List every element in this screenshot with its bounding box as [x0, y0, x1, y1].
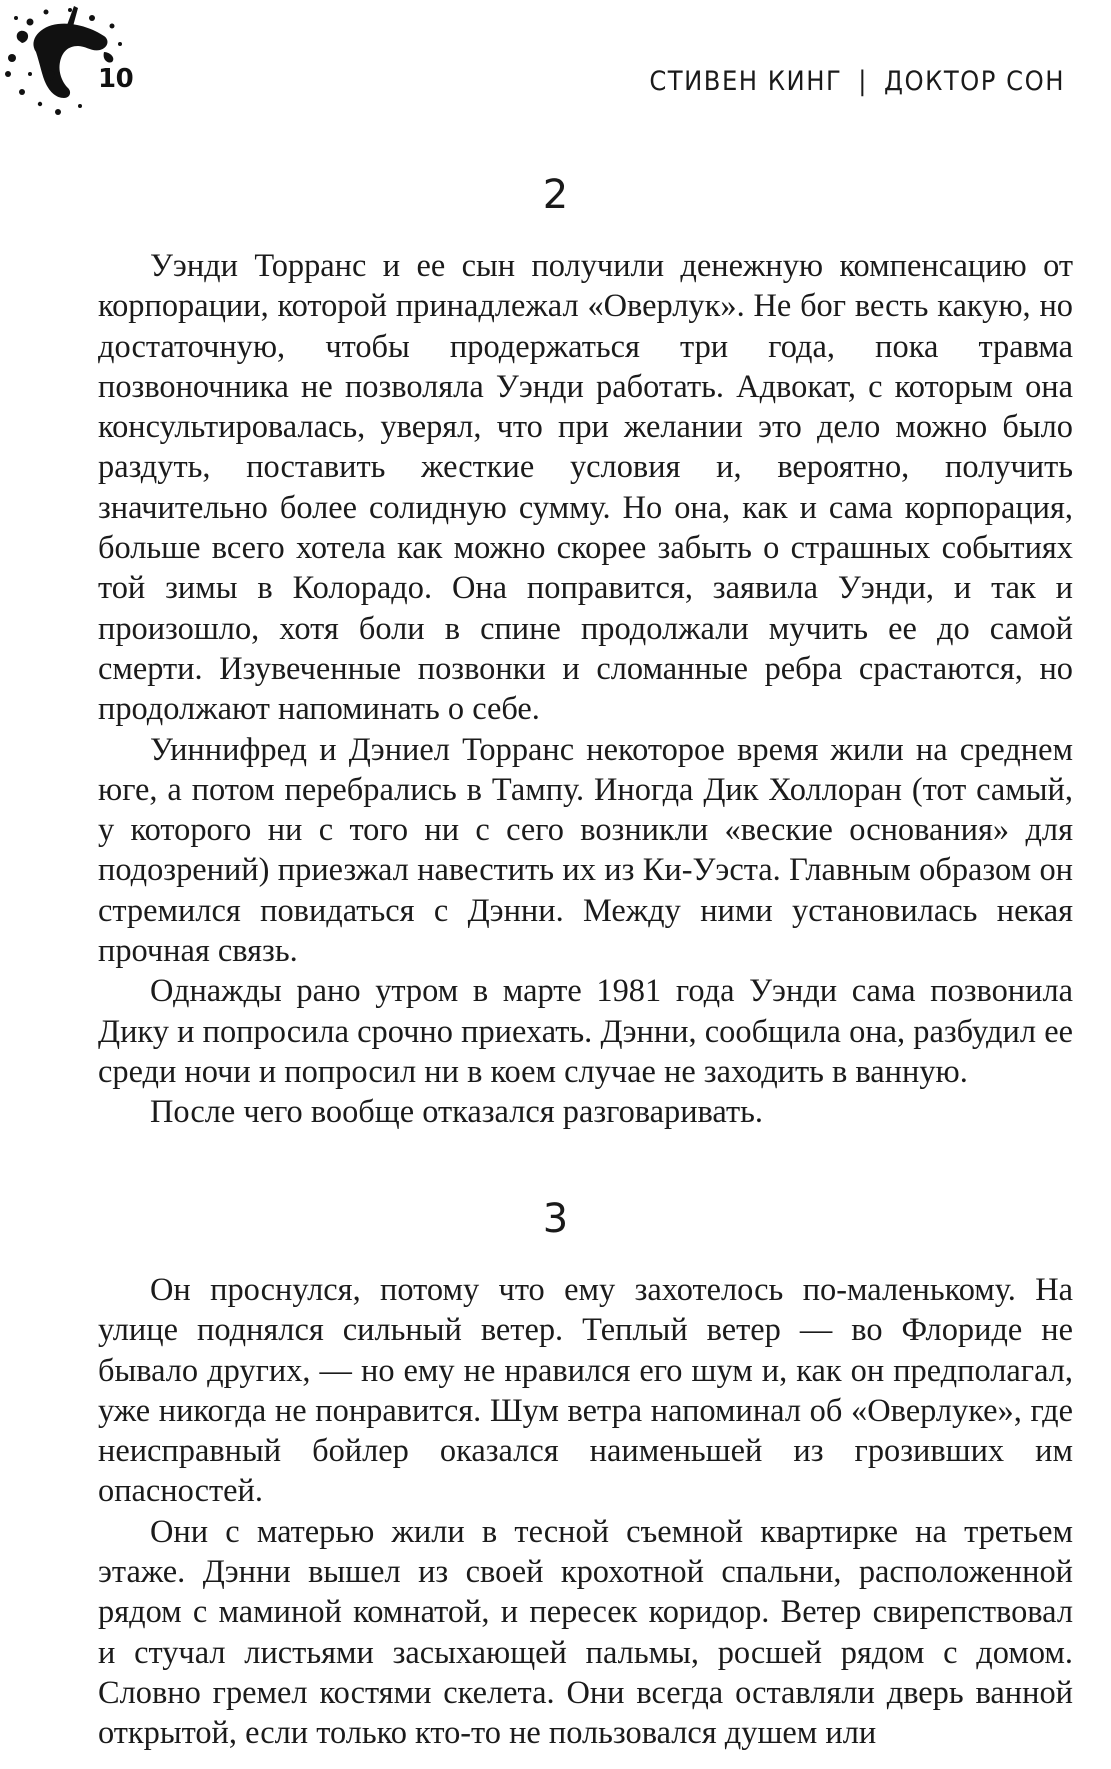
paragraph: После чего вообще отказался разговаривать.: [150, 1094, 763, 1131]
paragraph: Уэнди Торранс и ее сын получили денежную компенсацию от корпорации, которой принадлежал «Оверлук». Не бог весть какую, но достаточную, чтобы продержаться три года, пока травма позвоночника не позволяла Уэнди работать. Адвокат, с которым она консультировалась, уверял, что при желании это дело можно было раздуть, поставить жесткие условия и, вероятно, получить значительно более солидную сумму. Но она, как и сама корпорация, больше всего хотела как можно скорее забыть о страшных событиях той зимы в Колорадо. Она поправится, заявила Уэнди, и так и произошло, хотя боли в спине продолжали мучить ее до самой смерти. Изувеченные позвонки и сломанные ребра срастаются, но продолжают напоминать о себе.: [98, 248, 1073, 728]
page-number: 10: [98, 64, 134, 94]
section-number: 2: [542, 172, 569, 218]
book-title: ДОКТОР СОН: [883, 66, 1065, 97]
header-separator: |: [858, 66, 868, 97]
section-text: [98, 1270, 1073, 1754]
running-head: [649, 66, 1065, 97]
section-text: [98, 246, 1073, 1133]
author-name: СТИВЕН КИНГ: [649, 66, 843, 97]
paragraph: Они с матерью жили в тесной съемной квартирке на третьем этаже. Дэнни вышел из своей крохотной спальни, расположенной рядом с маминой комнатой, и пересек коридор. Ветер свирепствовал и стучал листьями засыхающей пальмы, росшей рядом с домом. Словно гремел костями скелета. Они всегда оставляли дверь ванной открытой, если только кто-то не пользовался душем или: [98, 1513, 1073, 1752]
paragraph: Уиннифред и Дэниел Торранс некоторое время жили на среднем юге, а потом перебрались в Тампу. Иногда Дик Холлоран (тот самый, у которого ни с того ни с сего возникли «веские основания» для подозрений) приезжал навестить их из Ки-Уэста. Главным образом он стремился повидаться с Дэнни. Между ними установилась некая прочная связь.: [98, 731, 1073, 970]
paragraph: Однажды рано утром в марте 1981 года Уэнди сама позвонила Дику и попросила срочно приехать. Дэнни, сообщила она, разбудил ее среди ночи и попросил ни в коем случае не заходить в ванную.: [98, 973, 1073, 1090]
section-number: 3: [542, 1196, 569, 1242]
paragraph: Он проснулся, потому что ему захотелось по-маленькому. На улице поднялся сильный ветер. Теплый ветер — во Флориде не бывало других, — но ему не нравился его шум и, как он предполагал, уже никогда не понравится. Шум ветра напоминал об «Оверлуке», где неисправный бойлер оказался наименьшей из грозивших им опасностей.: [98, 1272, 1073, 1510]
